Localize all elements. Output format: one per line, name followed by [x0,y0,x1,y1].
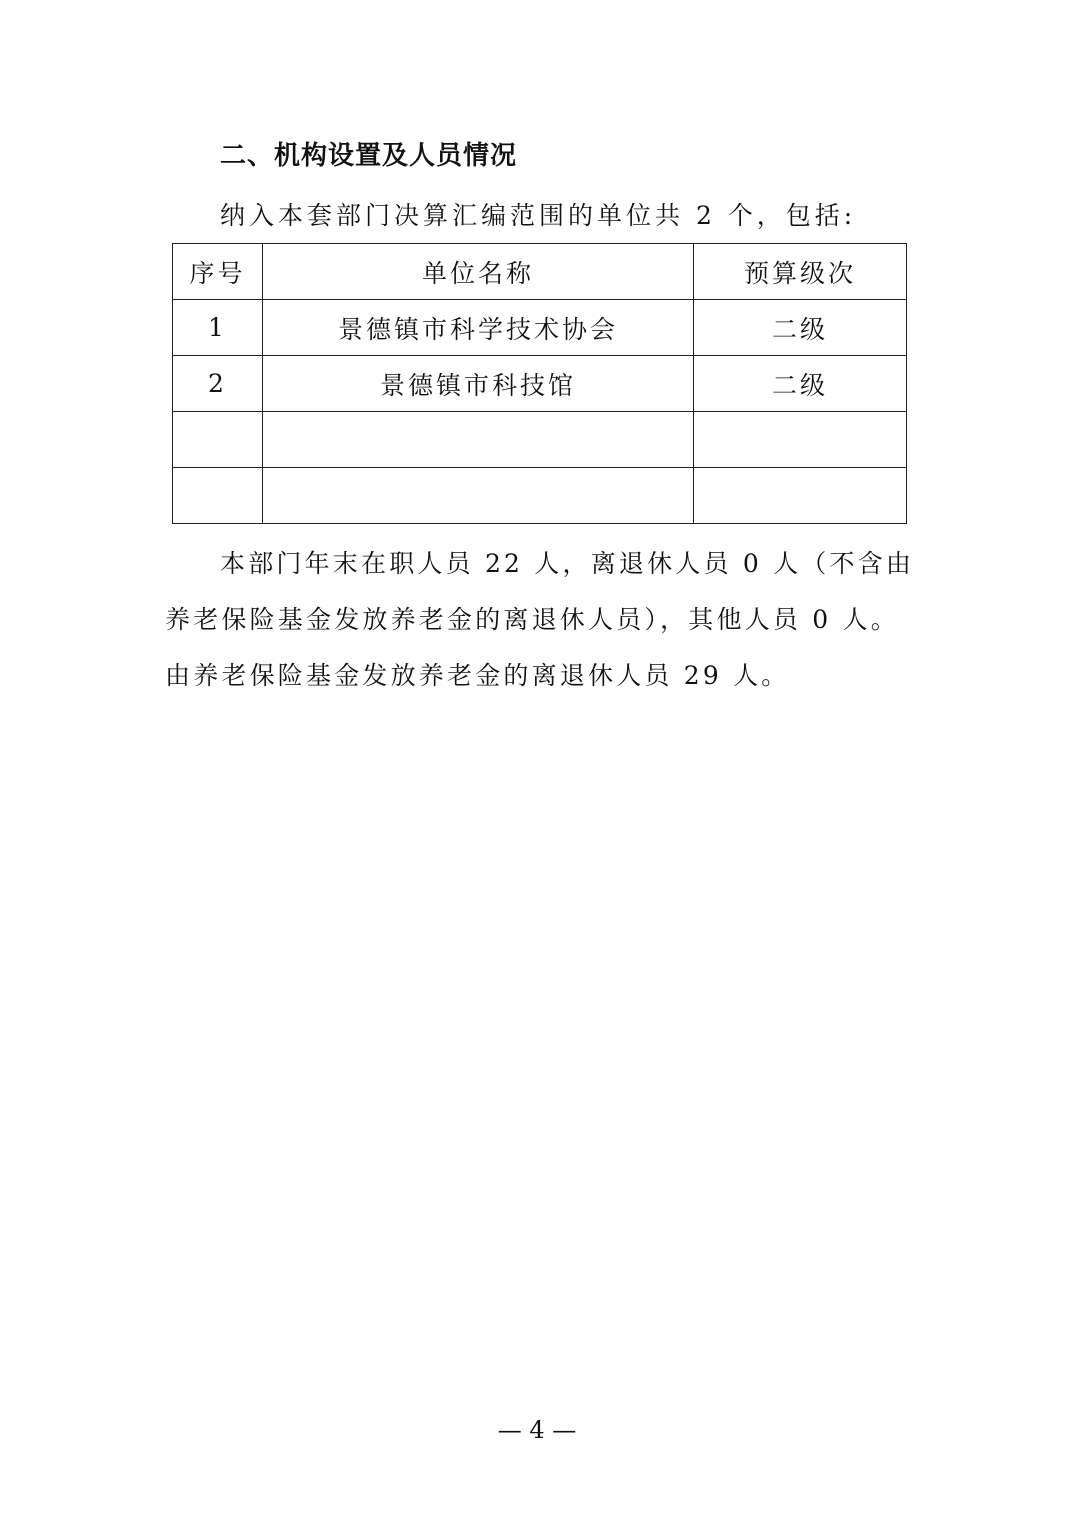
cell-budget-level: 二级 [694,356,907,412]
cell-unit-name: 景德镇市科学技术协会 [263,300,694,356]
paragraph-line: 本部门年末在职人员 22 人，离退休人员 0 人（不含由 [220,549,915,578]
cell-index: 2 [173,356,263,412]
intro-text: 纳入本套部门决算汇编范围的单位共 2 个，包括: [220,201,857,230]
header-budget-level: 预算级次 [694,244,907,300]
page-number: — 4 — [497,1416,577,1444]
cell-budget-level: 二级 [694,300,907,356]
cell-budget-level [694,468,907,524]
cell-index [173,468,263,524]
cell-index [173,412,263,468]
paragraph-line: 养老保险基金发放养老金的离退休人员），其他人员 0 人。 [165,605,899,634]
header-unit-name: 单位名称 [263,244,694,300]
header-index: 序号 [173,244,263,300]
cell-unit-name [263,412,694,468]
table-row [173,300,907,356]
cell-unit-name [263,468,694,524]
table-header-row [173,244,907,300]
paragraph-line: 由养老保险基金发放养老金的离退休人员 29 人。 [165,661,790,690]
cell-unit-name: 景德镇市科技馆 [263,356,694,412]
table-row [173,468,907,524]
section-heading: 二、机构设置及人员情况 [220,141,518,171]
cell-budget-level [694,412,907,468]
table-row [173,412,907,468]
staff-paragraph [165,536,915,704]
units-table [172,243,907,524]
table-row [173,356,907,412]
cell-index: 1 [173,300,263,356]
